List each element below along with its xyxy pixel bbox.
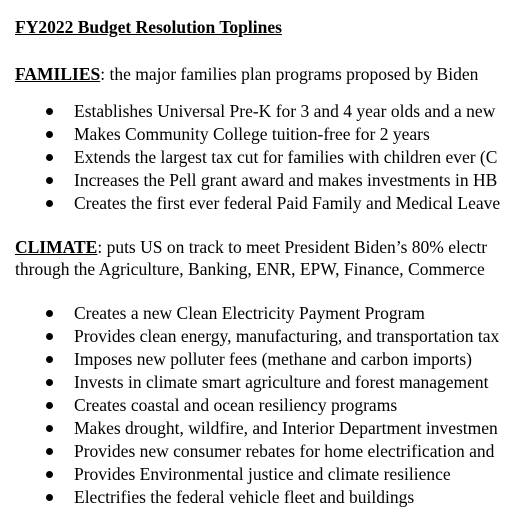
list-item	[15, 394, 520, 417]
list-item	[15, 486, 520, 509]
bullet-icon	[46, 356, 53, 363]
bullet-icon	[46, 379, 53, 386]
bullet-icon	[46, 494, 53, 501]
climate-heading	[15, 236, 487, 258]
list-item	[15, 371, 520, 394]
list-item	[15, 440, 520, 463]
families-label: FAMILIES	[15, 64, 101, 84]
bullet-icon	[46, 154, 53, 161]
bullet-icon	[46, 131, 53, 138]
bullet-icon	[46, 471, 53, 478]
document-page	[15, 0, 520, 520]
bullet-icon	[46, 108, 53, 115]
bullet-icon	[46, 177, 53, 184]
families-intro: : the major families plan programs proposed by Biden	[100, 64, 479, 84]
list-item	[15, 348, 520, 371]
list-item	[15, 417, 520, 440]
families-list	[15, 100, 520, 215]
list-item-text: Invests in climate smart agriculture and forest management	[74, 372, 489, 392]
climate-intro-line1: : puts US on track to meet President Biden’s 80% electr	[97, 237, 488, 257]
list-item	[15, 123, 520, 146]
bullet-icon	[46, 448, 53, 455]
bullet-icon	[46, 402, 53, 409]
list-item-text: Extends the largest tax cut for families with children ever (C	[74, 147, 498, 167]
list-item-text: Provides new consumer rebates for home electrification and	[74, 441, 495, 461]
list-item-text: Creates the first ever federal Paid Family and Medical Leave	[74, 193, 501, 213]
climate-intro-line2: through the Agriculture, Banking, ENR, EPW, Finance, Commerce	[15, 259, 485, 279]
list-item-text: Creates a new Clean Electricity Payment Program	[74, 303, 425, 323]
list-item	[15, 302, 520, 325]
list-item	[15, 463, 520, 486]
bullet-icon	[46, 200, 53, 207]
list-item-text: Imposes new polluter fees (methane and carbon imports)	[74, 349, 472, 369]
list-item	[15, 146, 520, 169]
list-item-text: Electrifies the federal vehicle fleet and buildings	[74, 487, 415, 507]
list-item-text: Creates coastal and ocean resiliency programs	[74, 395, 398, 415]
list-item-text: Provides Environmental justice and climate resilience	[74, 464, 451, 484]
families-heading	[15, 63, 478, 85]
bullet-icon	[46, 425, 53, 432]
list-item	[15, 325, 520, 348]
list-item	[15, 100, 520, 123]
list-item-text: Makes drought, wildfire, and Interior Department investmen	[74, 418, 498, 438]
list-item-text: Establishes Universal Pre-K for 3 and 4 year olds and a new	[74, 101, 496, 121]
climate-list	[15, 302, 520, 509]
list-item-text: Increases the Pell grant award and makes investments in HB	[74, 170, 498, 190]
document-title: FY2022 Budget Resolution Toplines	[15, 17, 282, 37]
list-item	[15, 192, 520, 215]
bullet-icon	[46, 333, 53, 340]
climate-label: CLIMATE	[15, 237, 98, 257]
bullet-icon	[46, 310, 53, 317]
list-item-text: Provides clean energy, manufacturing, and transportation tax	[74, 326, 500, 346]
list-item	[15, 169, 520, 192]
list-item-text: Makes Community College tuition-free for 2 years	[74, 124, 430, 144]
